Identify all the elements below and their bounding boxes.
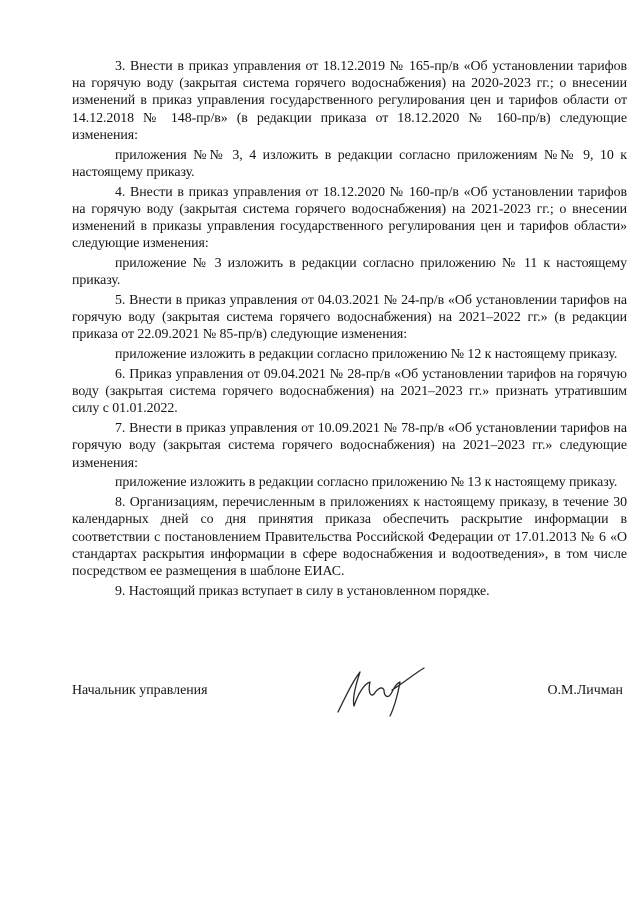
paragraph-3: 3. Внести в приказ управления от 18.12.2019 № 165-пр/в «Об установлении тарифов на горячую воду (закрытая система горячего водоснабжения) на 2020-2023 гг.; о внесении изменений в приказ управления государственного регулирования цен и тарифов области от 14.12.2018 № 148-пр/в» (в редакции приказа от 18.12.2020 № 160-пр/в) следующие изменения:: [72, 59, 627, 143]
paragraph-8: 8. Организациям, перечисленным в приложениях к настоящему приказу, в течение 30 календарных дней со дня принятия приказа обеспечить раскрытие информации в соответствии с постановлением Правительства Российской Федерации от 17.01.2013 № 6 «О стандартах раскрытия информации в сфере водоснабжения и водоотведения», в том числе посредством ее размещения в шаблоне ЕИАС.: [72, 495, 627, 580]
signatory-name: О.М.Личман: [547, 683, 623, 698]
signatory-title: Начальник управления: [72, 683, 208, 698]
paragraph-7-change: приложение изложить в редакции согласно приложению № 13 к настоящему приказу.: [115, 475, 618, 491]
paragraph-7: 7. Внести в приказ управления от 10.09.2021 № 78-пр/в «Об установлении тарифов на горячую воду (закрытая система горячего водоснабжения) на 2021–2023 гг.» следующие изменения:: [72, 421, 627, 471]
paragraph-9: 9. Настоящий приказ вступает в силу в установленном порядке.: [115, 583, 490, 599]
document-body: [72, 58, 627, 603]
paragraph-5: 5. Внести в приказ управления от 04.03.2021 № 24-пр/в «Об установлении тарифов на горячую воду (закрытая система горячего водоснабжения) на 2021–2022 гг.» (в редакции приказа от 22.09.2021 № 85-пр/в) следующие изменения:: [72, 293, 627, 343]
paragraph-4: 4. Внести в приказ управления от 18.12.2020 № 160-пр/в «Об установлении тарифов на горячую воду (закрытая система горячего водоснабжения) на 2021-2023 гг.; о внесении изменений в приказы управления государственного регулирования цен и тарифов области» следующие изменения:: [72, 184, 627, 252]
paragraph-3-change: приложения №№ 3, 4 изложить в редакции согласно приложениям №№ 9, 10 к настоящему приказу.: [72, 147, 627, 180]
paragraph-6: 6. Приказ управления от 09.04.2021 № 28-пр/в «Об установлении тарифов на горячую воду (закрытая система горячего водоснабжения) на 2021–2023 гг.» признать утратившим силу с 01.01.2022.: [72, 367, 627, 417]
paragraph-4-change: приложение № 3 изложить в редакции согласно приложению № 11 к настоящему приказу.: [72, 256, 627, 289]
handwritten-signature: [330, 660, 430, 720]
paragraph-5-change: приложение изложить в редакции согласно приложению № 12 к настоящему приказу.: [115, 347, 618, 363]
